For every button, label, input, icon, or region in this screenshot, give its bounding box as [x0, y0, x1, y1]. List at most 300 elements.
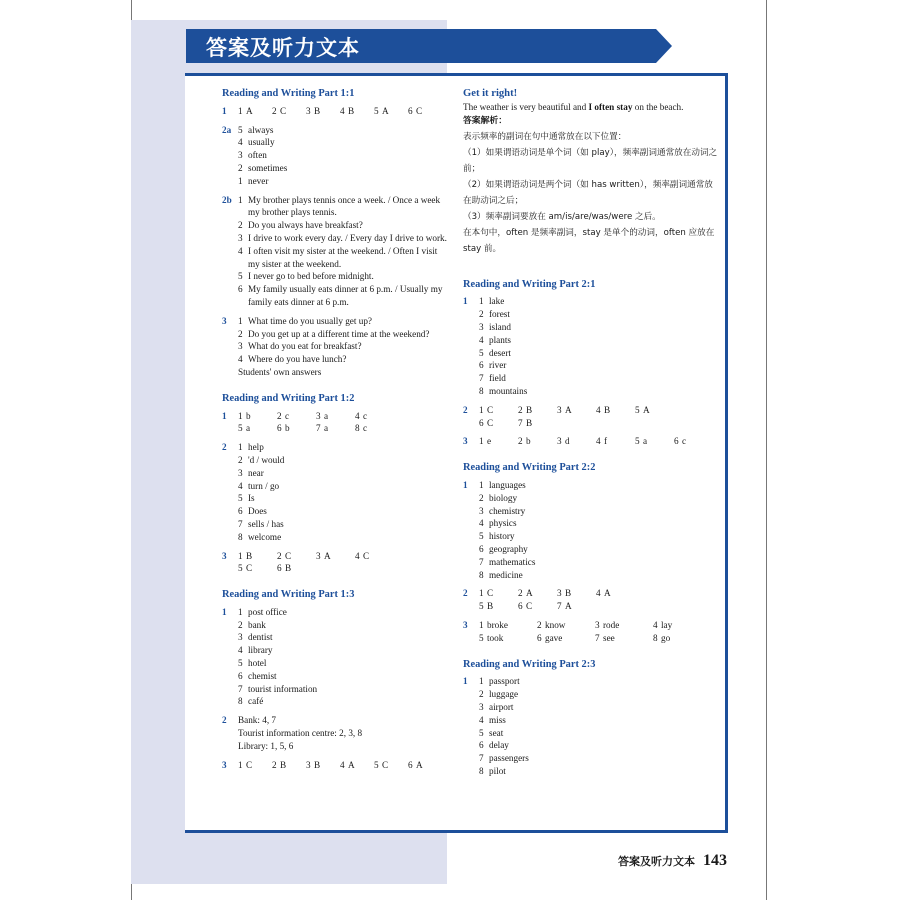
analysis-line: 表示频率的副词在句中通常放在以下位置：: [463, 131, 627, 142]
item-number: 4: [238, 354, 243, 365]
item-answer: geography: [489, 543, 528, 554]
answer-item: [479, 372, 719, 385]
item-answer: C: [382, 759, 389, 770]
section-heading: Reading and Writing Part 2:1: [463, 278, 596, 290]
answer-cell: [674, 435, 713, 448]
answer-cell: [408, 105, 442, 118]
item-answer: miss: [489, 714, 506, 725]
answer-list: [238, 124, 448, 188]
item-number: 8: [479, 569, 484, 580]
answer-cell: [635, 404, 674, 417]
item-number: 1: [479, 479, 484, 490]
answer-item: [238, 683, 448, 696]
answer-item: [238, 232, 448, 245]
answer-item: [479, 505, 719, 518]
section-heading: Reading and Writing Part 1:1: [222, 88, 355, 99]
item-answer: field: [489, 373, 506, 384]
item-number: 3: [238, 467, 243, 478]
item-answer: c: [682, 436, 687, 447]
answer-cell: [596, 587, 635, 600]
answer-item: [238, 136, 448, 149]
group-number: 3: [222, 550, 227, 561]
answer-item: [479, 752, 719, 765]
item-number: 3: [238, 232, 243, 243]
answer-item: [238, 505, 448, 518]
answer-cell: [340, 105, 374, 118]
item-answer: lake: [489, 296, 505, 307]
answer-item: [238, 531, 448, 544]
answer-grid: [479, 404, 719, 430]
answer-group: [222, 441, 448, 543]
item-number: 8: [238, 696, 243, 707]
answer-cell: [277, 410, 316, 423]
answer-cell: [316, 410, 355, 423]
item-number: 5: [479, 531, 484, 542]
item-number: 4: [596, 404, 601, 415]
answer-item: [238, 194, 448, 220]
item-number: 3: [557, 436, 562, 447]
answer-item: [238, 644, 448, 657]
item-number: 8: [238, 531, 243, 542]
answer-cell: [374, 105, 408, 118]
item-answer: dentist: [248, 632, 273, 643]
item-answer: I drive to work every day. / Every day I drive to work.: [248, 232, 447, 243]
item-number: 2: [537, 619, 542, 630]
item-answer: a: [324, 410, 329, 421]
item-number: 5: [238, 423, 243, 434]
answer-cell: [479, 619, 537, 632]
item-answer: My brother plays tennis once a week. / Once a week my brother plays tennis.: [248, 194, 441, 218]
item-number: 4: [596, 436, 601, 447]
item-answer: tourist information: [248, 683, 318, 694]
item-number: 6: [518, 601, 523, 612]
item-answer: C: [246, 563, 253, 574]
item-number: 5: [479, 632, 484, 643]
item-number: 6: [674, 436, 679, 447]
answer-item: [238, 467, 448, 480]
item-number: 3: [316, 550, 321, 561]
item-answer: I often visit my sister at the weekend. / Often I visit my sister at the weekend.: [248, 245, 438, 269]
answer-item: [479, 543, 719, 556]
item-answer: b: [526, 436, 531, 447]
answer-item: [238, 492, 448, 505]
item-answer: near: [248, 467, 264, 478]
item-number: 2: [479, 492, 484, 503]
item-answer: B: [280, 759, 287, 770]
answer-cell: [374, 759, 408, 772]
answer-group: [463, 675, 719, 777]
item-number: 3: [479, 321, 484, 332]
item-answer: library: [248, 645, 273, 656]
item-answer: B: [526, 404, 533, 415]
item-answer: B: [314, 759, 321, 770]
item-answer: A: [643, 404, 650, 415]
item-number: 4: [238, 245, 243, 256]
answer-grid: [479, 587, 719, 613]
item-number: 2: [518, 404, 523, 415]
answer-item: [238, 162, 448, 175]
item-number: 6: [479, 543, 484, 554]
answer-list: [479, 479, 719, 581]
item-answer: Do you get up at a different time at the weekend?: [248, 328, 430, 339]
item-number: 3: [557, 588, 562, 599]
item-answer: A: [324, 550, 331, 561]
item-number: 2: [238, 162, 243, 173]
item-number: 5: [374, 759, 379, 770]
item-answer: forest: [489, 309, 510, 320]
answer-cell: [479, 417, 518, 430]
answer-list: [238, 441, 448, 543]
item-number: 3: [479, 701, 484, 712]
item-number: 1: [238, 442, 243, 453]
item-number: 5: [479, 347, 484, 358]
item-answer: I never go to bed before midnight.: [248, 271, 374, 282]
answer-item: [479, 714, 719, 727]
item-answer: d: [565, 436, 570, 447]
answer-note: Students' own answers: [238, 366, 322, 377]
answer-item: [479, 347, 719, 360]
item-answer: C: [280, 105, 287, 116]
answer-item: [479, 569, 719, 582]
item-number: 4: [479, 714, 484, 725]
answer-group: [463, 295, 719, 397]
item-number: 2: [238, 619, 243, 630]
item-answer: A: [382, 105, 389, 116]
answer-cell: [408, 759, 442, 772]
answer-cell: [653, 619, 711, 632]
answer-cell: [238, 410, 277, 423]
item-answer: turn / go: [248, 480, 280, 491]
item-answer: chemistry: [489, 505, 526, 516]
answer-grid: [479, 619, 719, 645]
item-answer: A: [565, 601, 572, 612]
answer-group: [222, 124, 448, 188]
item-number: 1: [238, 410, 243, 421]
sentence-text: The weather is very beautiful and: [463, 101, 589, 112]
answer-cell: [557, 404, 596, 417]
item-number: 6: [537, 632, 542, 643]
answer-item: [238, 695, 448, 708]
item-number: 2: [272, 105, 277, 116]
item-number: 7: [238, 518, 243, 529]
item-answer: hotel: [248, 658, 267, 669]
analysis-line: （1）如果谓语动词是单个词（如 play），频率副词通常放在动词之前；: [463, 147, 718, 174]
item-number: 1: [238, 105, 243, 116]
item-number: 3: [557, 404, 562, 415]
group-number: 2a: [222, 124, 232, 135]
item-number: 6: [277, 423, 282, 434]
answer-item: [479, 517, 719, 530]
item-answer: A: [416, 759, 423, 770]
item-number: 2: [238, 220, 243, 231]
item-answer: passport: [489, 676, 520, 687]
item-answer: B: [285, 563, 292, 574]
item-answer: took: [487, 632, 504, 643]
group-number: 2: [463, 588, 468, 599]
item-answer: B: [348, 105, 355, 116]
item-answer: C: [526, 601, 533, 612]
answer-cell: [316, 422, 355, 435]
answer-cell: [479, 632, 537, 645]
item-answer: C: [363, 550, 370, 561]
answer-cell: [277, 422, 316, 435]
analysis-heading: 答案解析：: [463, 115, 507, 126]
answer-cell: [537, 619, 595, 632]
answer-group: [222, 759, 448, 772]
answer-group: [463, 587, 719, 613]
analysis-line: （2）如果谓语动词是两个词（如 has written），频率副词通常放在助动词之后；: [463, 179, 713, 206]
answer-item: [479, 295, 719, 308]
item-number: 1: [479, 588, 484, 599]
page-title: 答案及听力文本: [206, 36, 360, 60]
item-number: 5: [238, 124, 243, 135]
item-answer: mountains: [489, 385, 528, 396]
item-number: 1: [479, 676, 484, 687]
item-number: 1: [479, 436, 484, 447]
answer-item: [479, 359, 719, 372]
answer-item: [479, 688, 719, 701]
item-number: 1: [238, 550, 243, 561]
item-number: 2: [277, 550, 282, 561]
item-answer: My family usually eats dinner at 6 p.m. / Usually my family eats dinner at 6 p.m.: [248, 284, 443, 307]
answer-group: [222, 550, 448, 576]
answer-item: [479, 492, 719, 505]
answer-group: [222, 410, 448, 436]
example-sentence: [463, 101, 719, 114]
answer-item: [238, 454, 448, 467]
item-answer: a: [643, 436, 648, 447]
item-number: 3: [316, 410, 321, 421]
answer-group: [463, 435, 719, 448]
item-answer: always: [248, 124, 274, 135]
sentence-error: I often stay: [588, 101, 633, 112]
answer-group: [222, 315, 448, 379]
answer-list: [238, 315, 448, 366]
answer-cell: [238, 759, 272, 772]
answer-list: [479, 675, 719, 777]
answer-cell: [537, 632, 595, 645]
answer-group: [222, 105, 448, 118]
answer-item: [479, 701, 719, 714]
item-number: 2: [518, 588, 523, 599]
answer-item: [479, 321, 719, 334]
sentence-text: on the beach.: [632, 101, 684, 112]
section-heading: Reading and Writing Part 1:2: [222, 392, 355, 404]
item-number: 3: [306, 105, 311, 116]
group-number: 3: [463, 619, 468, 630]
item-answer: A: [348, 759, 355, 770]
item-number: 7: [238, 683, 243, 694]
item-number: 6: [408, 759, 413, 770]
item-number: 5: [635, 404, 640, 415]
item-number: 2: [518, 436, 523, 447]
item-number: 3: [238, 341, 243, 352]
answer-item: [238, 315, 448, 328]
item-number: 5: [238, 658, 243, 669]
answer-cell: [306, 759, 340, 772]
item-number: 6: [479, 360, 484, 371]
item-number: 4: [340, 105, 345, 116]
item-answer: What time do you usually get up?: [248, 315, 373, 326]
answer-cell: [518, 435, 557, 448]
answer-cell: [238, 422, 277, 435]
item-answer: c: [363, 423, 368, 434]
item-answer: e: [487, 436, 492, 447]
item-number: 2: [238, 328, 243, 339]
item-number: 4: [653, 619, 658, 630]
item-answer: Is: [248, 493, 255, 504]
group-number: 2: [222, 442, 227, 453]
answer-cell: [306, 105, 340, 118]
item-answer: Do you always have breakfast?: [248, 220, 363, 231]
answer-item: [479, 765, 719, 778]
answer-cell: [355, 550, 394, 563]
item-answer: Where do you have lunch?: [248, 354, 347, 365]
item-answer: go: [661, 632, 671, 643]
group-number: 1: [222, 606, 227, 617]
item-answer: B: [565, 588, 572, 599]
item-number: 6: [479, 417, 484, 428]
answer-item: [238, 606, 448, 619]
item-number: 4: [238, 137, 243, 148]
item-answer: river: [489, 360, 507, 371]
answer-item: [479, 479, 719, 492]
answer-group: [222, 606, 448, 708]
item-number: 2: [277, 410, 282, 421]
answer-item: [238, 441, 448, 454]
page-footer: [618, 852, 727, 870]
answer-cell: [557, 600, 596, 613]
item-answer: see: [603, 632, 615, 643]
item-number: 5: [479, 727, 484, 738]
answer-group: [463, 619, 719, 645]
answer-cell: [518, 587, 557, 600]
item-number: 1: [479, 404, 484, 415]
group-number: 3: [463, 436, 468, 447]
group-number: 1: [463, 676, 468, 687]
answer-item: [479, 308, 719, 321]
group-number: 1: [463, 479, 468, 490]
item-answer: usually: [248, 137, 275, 148]
item-number: 5: [479, 601, 484, 612]
item-number: 5: [238, 563, 243, 574]
item-answer: c: [285, 410, 290, 421]
item-answer: biology: [489, 492, 518, 503]
answer-item: [238, 219, 448, 232]
item-answer: B: [314, 105, 321, 116]
item-answer: Does: [248, 506, 267, 517]
answer-cell: [479, 587, 518, 600]
answer-cell: [518, 417, 557, 430]
answer-cell: [238, 550, 277, 563]
item-answer: A: [246, 105, 253, 116]
answer-item: [238, 175, 448, 188]
answer-cell: [596, 404, 635, 417]
answer-group: [222, 194, 448, 309]
item-answer: physics: [489, 518, 517, 529]
item-answer: welcome: [248, 531, 282, 542]
answer-item: [238, 619, 448, 632]
item-answer: café: [248, 696, 264, 707]
item-answer: f: [604, 436, 608, 447]
group-number: 1: [463, 296, 468, 307]
answer-list: [479, 295, 719, 397]
item-answer: B: [246, 550, 253, 561]
answer-line: Bank: 4, 7: [238, 715, 277, 726]
item-number: 5: [238, 493, 243, 504]
item-number: 5: [635, 436, 640, 447]
item-answer: bank: [248, 619, 266, 630]
item-answer: sometimes: [248, 162, 288, 173]
item-answer: B: [487, 601, 494, 612]
item-number: 8: [479, 765, 484, 776]
section-heading: Reading and Writing Part 2:2: [463, 462, 596, 474]
item-number: 7: [479, 556, 484, 567]
item-number: 7: [316, 423, 321, 434]
page-number: 143: [703, 852, 727, 869]
section-heading: Reading and Writing Part 2:3: [463, 658, 596, 670]
answer-cell: [479, 404, 518, 417]
item-answer: pilot: [489, 765, 506, 776]
item-answer: know: [545, 619, 566, 630]
answer-grid: [479, 435, 719, 448]
item-answer: airport: [489, 701, 514, 712]
answer-cell: [557, 587, 596, 600]
answer-item: [479, 739, 719, 752]
answer-item: [238, 124, 448, 137]
item-answer: b: [285, 423, 290, 434]
answer-cell: [277, 562, 316, 575]
item-number: 4: [238, 645, 243, 656]
item-number: 7: [595, 632, 600, 643]
answer-item: [479, 530, 719, 543]
answer-cell: [340, 759, 374, 772]
item-answer: desert: [489, 347, 511, 358]
item-number: 7: [518, 417, 523, 428]
item-number: 3: [479, 505, 484, 516]
answer-cell: [355, 410, 394, 423]
group-number: 2b: [222, 194, 232, 205]
answer-cell: [355, 422, 394, 435]
item-number: 1: [479, 619, 484, 630]
item-answer: C: [487, 417, 494, 428]
item-number: 6: [408, 105, 413, 116]
item-answer: C: [416, 105, 423, 116]
answer-item: [238, 518, 448, 531]
item-answer: 'd / would: [248, 454, 285, 465]
answer-item: [238, 480, 448, 493]
answer-cell: [518, 404, 557, 417]
answer-grid: [238, 105, 448, 118]
item-number: 3: [238, 632, 243, 643]
item-answer: C: [285, 550, 292, 561]
answer-item: [479, 675, 719, 688]
answer-cell: [272, 105, 306, 118]
group-number: 1: [222, 105, 227, 116]
item-number: 4: [355, 550, 360, 561]
item-answer: B: [604, 404, 611, 415]
item-answer: languages: [489, 479, 526, 490]
group-number: 1: [222, 410, 227, 421]
answer-item: [238, 353, 448, 366]
item-number: 3: [306, 759, 311, 770]
item-number: 2: [479, 689, 484, 700]
item-number: 8: [479, 385, 484, 396]
item-number: 6: [479, 740, 484, 751]
item-number: 1: [238, 315, 243, 326]
item-number: 2: [238, 454, 243, 465]
item-number: 4: [479, 334, 484, 345]
